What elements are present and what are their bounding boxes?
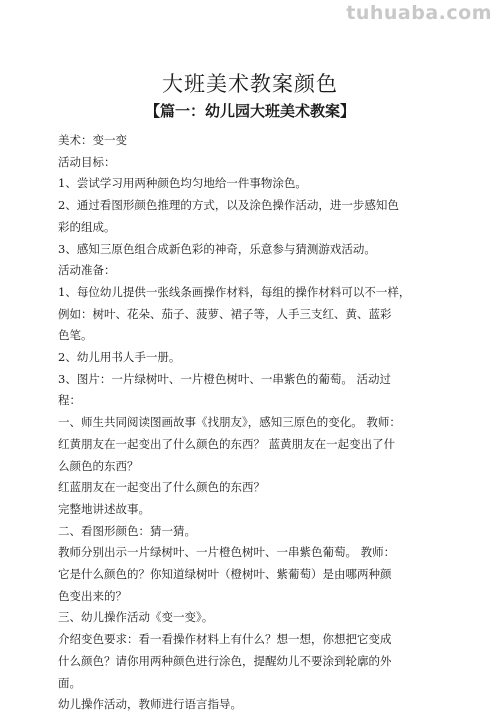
body-line: 完整地讲述故事。 [58, 501, 150, 516]
body-line: 它是什么颜色的？你知道绿树叶（橙树叶、紫葡萄）是由哪两种颜 [58, 567, 392, 582]
body-line: 色笔。 [58, 328, 93, 343]
body-line: 活动目标： [58, 154, 116, 169]
body-line: 么颜色的东西？ [58, 458, 139, 473]
body-line: 3、图片：一片绿树叶、一片橙色树叶、一串紫色的葡萄。 活动过 [58, 371, 391, 386]
document-title: 大班美术教案颜色 [162, 72, 338, 96]
body-line: 教师分别出示一片绿树叶、一片橙色树叶、一串紫色葡萄。 教师： [58, 545, 396, 560]
document-subtitle: 【篇一：幼儿园大班美术教案】 [144, 102, 355, 120]
body-line: 介绍变色要求：看一看操作材料上有什么？想一想，你想把它变成 [58, 632, 392, 647]
body-line: 幼儿操作活动，教师进行语言指导。 [58, 697, 242, 712]
body-line: 彩的组成。 [58, 219, 116, 234]
body-line: 红蓝朋友在一起变出了什么颜色的东西？ [58, 480, 265, 495]
body-line: 二、看图形颜色：猜一猜。 [58, 523, 196, 538]
body-line: 活动准备： [58, 263, 116, 278]
body-line: 一、师生共同阅读图画故事《找朋友》，感知三原色的变化。 教师： [58, 415, 401, 430]
watermark-text: tuhuaba.com [346, 2, 492, 24]
body-line: 例如：树叶、花朵、茄子、菠萝、裙子等，人手三支红、黄、蓝彩 [58, 306, 392, 321]
body-line: 2、通过看图形颜色推理的方式，以及涂色操作活动，进一步感知色 [58, 198, 399, 213]
body-line: 面。 [58, 675, 81, 690]
document-body [58, 130, 418, 716]
body-line: 什么颜色？请你用两种颜色进行涂色，提醒幼儿不要涂到轮廓的外 [58, 653, 392, 668]
body-line: 1、每位幼儿提供一张线条画操作材料，每组的操作材料可以不一样， [58, 284, 411, 299]
body-line: 程： [58, 393, 81, 408]
body-line: 色变出来的？ [58, 588, 127, 603]
body-line: 红黄朋友在一起变出了什么颜色的东西？ 蓝黄朋友在一起变出了什 [58, 436, 396, 451]
body-line: 3、感知三原色组合成新色彩的神奇，乐意参与猜测游戏活动。 [58, 241, 376, 256]
body-line: 美术：变一变 [58, 133, 127, 147]
body-line: 三、幼儿操作活动《变一变》。 [58, 610, 214, 625]
body-line: 2、幼儿用书人手一册。 [58, 350, 181, 365]
body-line: 1、尝试学习用两种颜色均匀地给一件事物涂色。 [58, 176, 307, 191]
